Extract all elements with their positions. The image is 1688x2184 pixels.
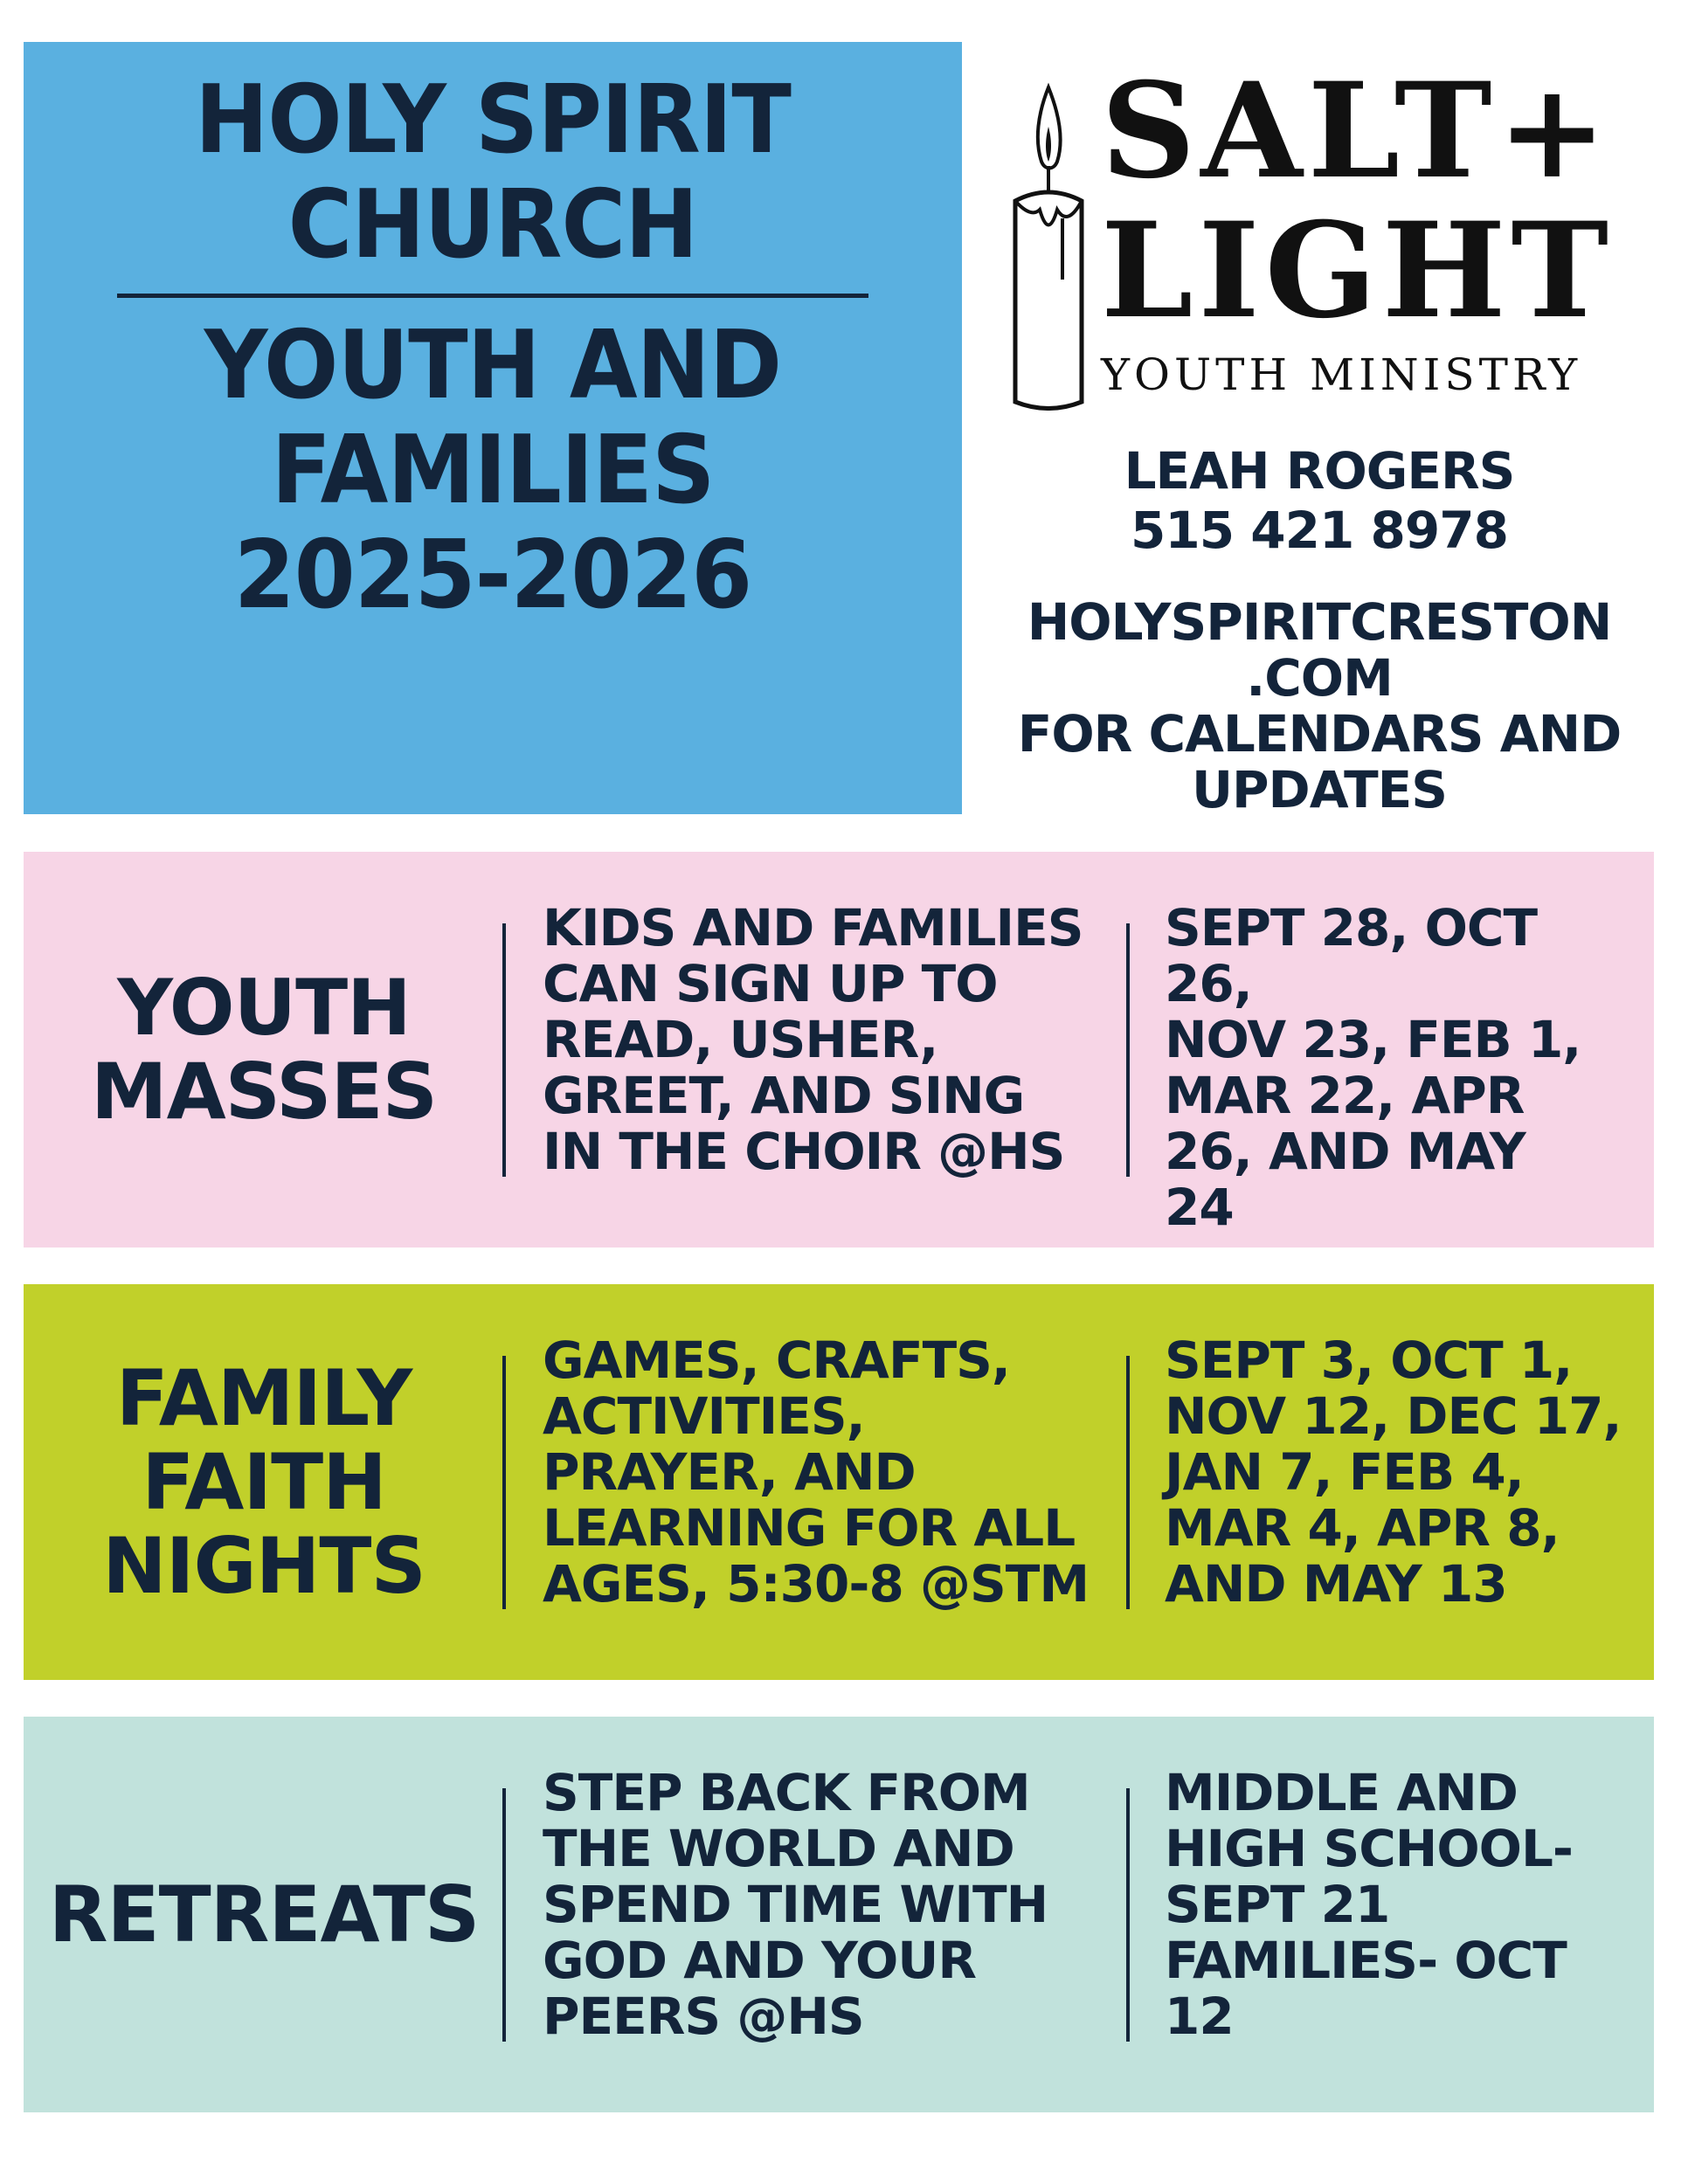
description-line: ACTIVITIES,: [543, 1386, 865, 1446]
description-line: GREET, AND SING: [543, 1066, 1025, 1125]
website-info: [979, 594, 1660, 818]
section-family-faith-nights: [24, 1284, 1654, 1680]
dates-line: 24: [1165, 1178, 1234, 1237]
column-divider: [502, 923, 506, 1177]
church-name-line-2: CHURCH: [287, 170, 698, 280]
program-year: 2025-2026: [233, 521, 752, 630]
description-line: PEERS @HS: [543, 1987, 864, 2046]
description-line: AGES, 5:30-8 @STM: [543, 1554, 1090, 1614]
candle-icon: [1005, 79, 1092, 411]
description-line: THE WORLD AND: [543, 1819, 1014, 1878]
logo-salt-word: SALT+: [1101, 54, 1613, 208]
title-divider: [117, 294, 868, 298]
logo-light-word: LIGHT: [1101, 194, 1615, 348]
description-line: STEP BACK FROM: [543, 1763, 1030, 1822]
dates-line: SEPT 21: [1165, 1875, 1390, 1934]
dates-line: 12: [1165, 1987, 1234, 2046]
logo-subtitle: YOUTH MINISTRY: [1101, 349, 1582, 400]
dates-line: 26, AND MAY: [1165, 1122, 1525, 1181]
dates-line: NOV 12, DEC 17,: [1165, 1386, 1622, 1446]
section-label-line: RETREATS: [48, 1869, 480, 1959]
website-line-2: .COM: [1246, 648, 1393, 708]
description-line: LEARNING FOR ALL: [543, 1498, 1076, 1558]
dates-line: JAN 7, FEB 4,: [1165, 1442, 1524, 1502]
dates-line: NOV 23, FEB 1,: [1165, 1010, 1581, 1069]
section-label: [24, 852, 504, 1248]
description-line: IN THE CHOIR @HS: [543, 1122, 1065, 1181]
dates-line: SEPT 28, OCT 26,: [1165, 898, 1538, 1013]
column-divider: [1126, 1788, 1130, 2042]
dates-line: MAR 4, APR 8,: [1165, 1498, 1560, 1558]
dates-line: MIDDLE AND: [1165, 1763, 1518, 1822]
program-title-line-1: YOUTH AND: [204, 311, 782, 420]
dates-line: SEPT 3, OCT 1,: [1165, 1330, 1573, 1390]
description-line: GOD AND YOUR: [543, 1931, 977, 1990]
contact-phone: 515 421 8978: [1131, 501, 1508, 560]
section-description: [543, 1765, 1119, 2044]
section-label-line: YOUTH: [117, 962, 411, 1053]
dates-line: FAMILIES- OCT: [1165, 1931, 1567, 1990]
description-line: SPEND TIME WITH: [543, 1875, 1048, 1934]
contact-name: LEAH ROGERS: [1124, 441, 1515, 501]
section-dates: [1165, 900, 1636, 1235]
program-title-line-2: FAMILIES: [271, 416, 715, 525]
description-line: PRAYER, AND: [543, 1442, 916, 1502]
salt-light-logo: [1005, 54, 1615, 428]
section-description: [543, 1332, 1119, 1612]
section-youth-masses: [24, 852, 1654, 1248]
website-line-4: UPDATES: [1191, 760, 1448, 819]
church-name-line-1: HOLY SPIRIT: [195, 66, 791, 175]
website-line-1: HOLYSPIRITCRESTON: [1027, 592, 1612, 652]
website-line-3: FOR CALENDARS AND: [1017, 704, 1622, 764]
column-divider: [502, 1788, 506, 2042]
description-line: READ, USHER,: [543, 1010, 938, 1069]
section-label-line: FAITH: [142, 1436, 386, 1527]
description-line: CAN SIGN UP TO: [543, 954, 998, 1013]
description-line: KIDS AND FAMILIES: [543, 898, 1083, 957]
section-label-line: MASSES: [91, 1046, 437, 1137]
section-dates: [1165, 1332, 1636, 1612]
dates-line: HIGH SCHOOL-: [1165, 1819, 1573, 1878]
section-retreats: [24, 1717, 1654, 2112]
column-divider: [1126, 923, 1130, 1177]
section-label: [24, 1284, 504, 1680]
dates-line: AND MAY 13: [1165, 1554, 1507, 1614]
title-block: [24, 42, 962, 814]
dates-line: MAR 22, APR: [1165, 1066, 1525, 1125]
section-dates: [1165, 1765, 1636, 2044]
section-description: [543, 900, 1119, 1179]
section-label: [24, 1717, 504, 2112]
section-label-line: NIGHTS: [102, 1520, 425, 1611]
column-divider: [1126, 1356, 1130, 1609]
description-line: GAMES, CRAFTS,: [543, 1330, 1010, 1390]
column-divider: [502, 1356, 506, 1609]
section-label-line: FAMILY: [115, 1352, 412, 1443]
